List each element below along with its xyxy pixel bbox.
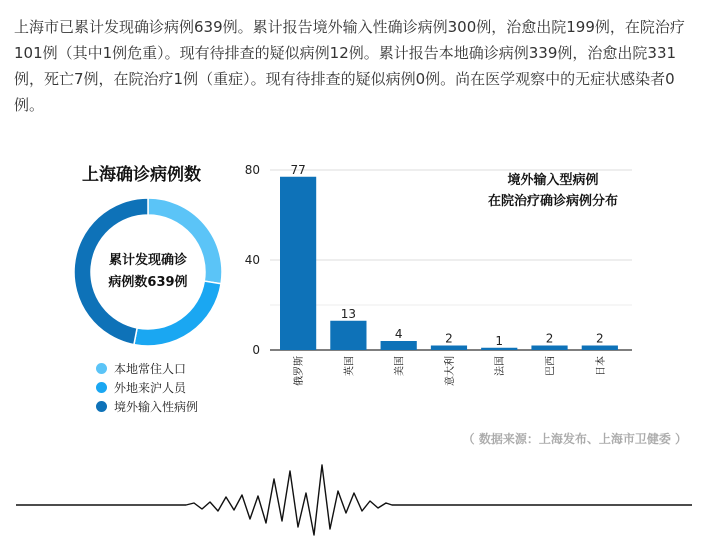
donut-title: 上海确诊病例数 — [82, 165, 201, 185]
data-source-note: （ 数据来源：上海发布、上海市卫健委 ） — [462, 432, 687, 446]
legend-swatch — [96, 363, 107, 374]
bar-3 — [431, 346, 467, 351]
bar-chart-title — [468, 170, 638, 212]
legend-item-0 — [96, 360, 198, 379]
bar-value-label: 2 — [545, 331, 554, 346]
donut-center-line2: 病例数639例 — [108, 275, 188, 290]
legend-label: 外地来沪人员 — [114, 381, 187, 395]
bar-value-label: 1 — [495, 333, 504, 348]
waveform-line — [16, 465, 692, 535]
bar-4 — [481, 348, 517, 350]
y-tick-label: 0 — [252, 343, 260, 357]
bar-chart-title-line1: 境外输入型病例 — [507, 173, 599, 188]
bar-6 — [582, 346, 618, 351]
x-tick-label: 巴西 — [545, 356, 557, 376]
legend-label: 本地常住人口 — [114, 362, 187, 376]
x-tick-label: 日本 — [595, 356, 607, 376]
x-tick-label: 意大利 — [444, 356, 456, 386]
legend-item-1 — [96, 379, 198, 398]
bar-1 — [330, 321, 366, 350]
donut-center-label — [72, 250, 224, 294]
bar-value-label: 77 — [290, 162, 306, 177]
x-tick-label: 法国 — [495, 356, 507, 376]
bar-value-label: 4 — [394, 327, 403, 341]
bar-5 — [531, 346, 567, 351]
bar-value-label: 13 — [340, 306, 357, 321]
waveform-divider — [0, 462, 705, 547]
bar-0 — [280, 177, 316, 350]
bar-value-label: 2 — [445, 331, 453, 346]
bar-2 — [381, 341, 417, 350]
bar-value-label: 2 — [595, 331, 604, 346]
x-tick-label: 美国 — [394, 356, 406, 376]
donut-center-line1: 累计发现确诊 — [108, 253, 187, 268]
bar-chart-title-line2: 在院治疗确诊病例分布 — [487, 194, 618, 209]
intro-paragraph: 上海市已累计发现确诊病例639例。累计报告境外输入性确诊病例300例，治愈出院199例，在院治疗101例（其中1例危重）。现有待排查的疑似病例12例。累计报告本地确诊病例339例，治愈出院331例，死亡7例，在院治疗1例（重症）。现有待排查的疑似病例0例。尚在医学观察中的无症状感染者0例。 — [14, 18, 685, 114]
donut-chart — [72, 192, 224, 352]
legend-item-2 — [96, 398, 198, 417]
y-tick-label: 40 — [244, 253, 260, 267]
x-tick-label: 英国 — [344, 356, 356, 376]
legend-swatch — [96, 401, 107, 412]
legend-label: 境外输入性病例 — [114, 400, 199, 414]
y-tick-label: 80 — [244, 163, 260, 177]
legend-swatch — [96, 382, 107, 393]
donut-legend — [96, 360, 198, 417]
x-tick-label: 俄罗斯 — [294, 356, 306, 386]
